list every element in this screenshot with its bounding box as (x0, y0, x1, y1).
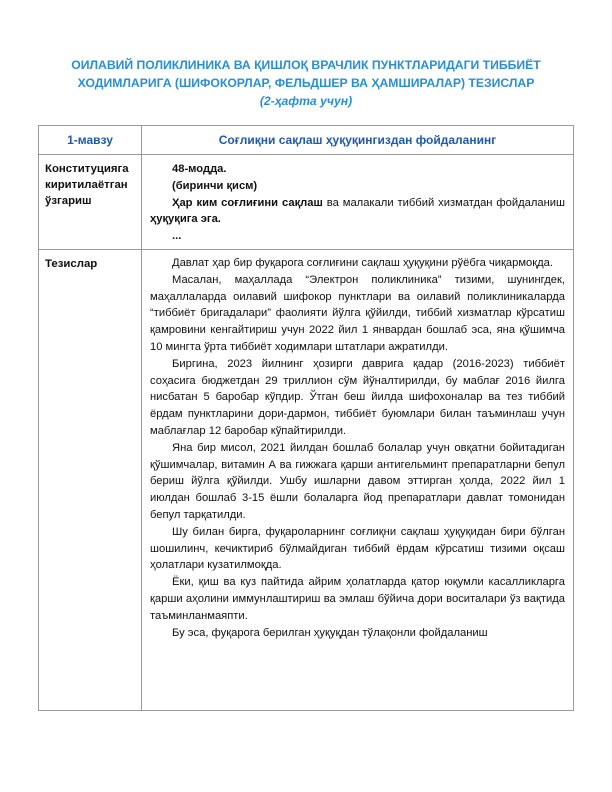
article-text-bold-2: ҳуқуқига эга. (150, 213, 221, 226)
header-topic-title-cell: Соғлиқни сақлаш ҳуқуқингиздан фойдаланинг (142, 126, 574, 155)
thesis-paragraph: Яна бир мисол, 2021 йилдан бошлаб болалар учун овқатни бойитадиган қўшимчалар, витамин А ва гижжага қарши антигельминт препаратларни бепул бериш йўлга қўйилди. Ушбу ишларни давом эттирган ҳолда, 2022 йил 1 июлдан бошлаб 3-15 ёшли болаларга йод препаратлари давлат томонидан бепул тарқатилди. (150, 441, 565, 521)
thesis-paragraph: Шу билан бирга, фуқароларнинг соғлиқни сақлаш ҳуқуқидан бири бўлган шошилинч, кечиктириб бўлмайдиган тиббий ёрдам кўрсатиш тизими оқсаш ҳолатлари кузатилмоқда. (150, 525, 565, 572)
thesis-paragraph: Давлат ҳар бир фуқарога соғлиғини сақлаш ҳуқуқини рўёбга чиқармоқда. (172, 256, 554, 269)
article-number: 48-модда. (172, 163, 227, 175)
thesis-paragraph: Бу эса, фуқарога берилган ҳуқуқдан тўлақонли фойдаланиш (172, 626, 488, 639)
table-header-row (39, 126, 574, 155)
article-text-normal: ва малакали тиббий хизматдан фойдаланиш (322, 196, 565, 209)
thesis-paragraph: Масалан, маҳаллада “Электрон поликлиника” тизими, шунингдек, маҳаллаларда оилавий шифокор пунктлари ва оилавий поликлиникаларда “тиббиёт бригадалари” фаолияти йўлга қўйилди, тиббий хизматлар кўрсатиш қамровини кенгайтириш учун 2022 йил 1 январдан бошлаб эса, яна қўшимча 10 мингта ўрта тиббиёт ходимлари штатлари ажратилди. (150, 273, 565, 353)
article-ellipsis: ... (172, 230, 182, 243)
constitution-content (142, 155, 574, 250)
thesis-paragraph: Биргина, 2023 йилнинг ҳозирги даврига қадар (2016-2023) тиббиёт соҳасига бюджетдан 29 триллион сўм йўналтирилди, бу маблағ 2016 йилга нисбатан 5 баробар кўпдир. Ўтган беш йилда шифохоналар ва тез тиббий ёрдам пунктларини дори-дармон, тиббиёт буюмлари билан таъминлаш учун маблағлар 12 баробар кўпайтирилди. (150, 357, 565, 437)
constitution-label: Конституцияга киритилаётган ўзгариш (39, 155, 142, 250)
article-text (150, 195, 565, 229)
theses-label: Тезислар (39, 249, 142, 710)
theses-content (142, 249, 574, 710)
article-part: (биринчи қисм) (172, 179, 258, 192)
document-title (50, 56, 562, 110)
header-topic-cell: 1-мавзу (39, 126, 142, 155)
table-row-theses (39, 249, 574, 710)
theses-table (38, 125, 574, 711)
title-subtitle: (2-ҳафта учун) (259, 94, 353, 108)
title-line-2: ХОДИМЛАРИГА (ШИФОКОРЛАР, ФЕЛЬДШЕР ВА ҲАМШИРАЛАР) ТЕЗИСЛАР (77, 76, 535, 90)
article-text-bold-1: Ҳар ким соғлиғини сақлаш (172, 196, 323, 209)
table-row-constitution (39, 155, 574, 250)
title-line-1: ОИЛАВИЙ ПОЛИКЛИНИКА ВА ҚИШЛОҚ ВРАЧЛИК ПУНКТЛАРИДАГИ ТИББИЁТ (71, 58, 541, 72)
thesis-paragraph: Ёки, қиш ва куз пайтида айрим ҳолатларда қатор юқумли касалликларга қарши аҳолини иммунлаштириш ва эмлаш бўйича дори воситалари ўз вақтида таъминланмаяпти. (150, 576, 565, 622)
